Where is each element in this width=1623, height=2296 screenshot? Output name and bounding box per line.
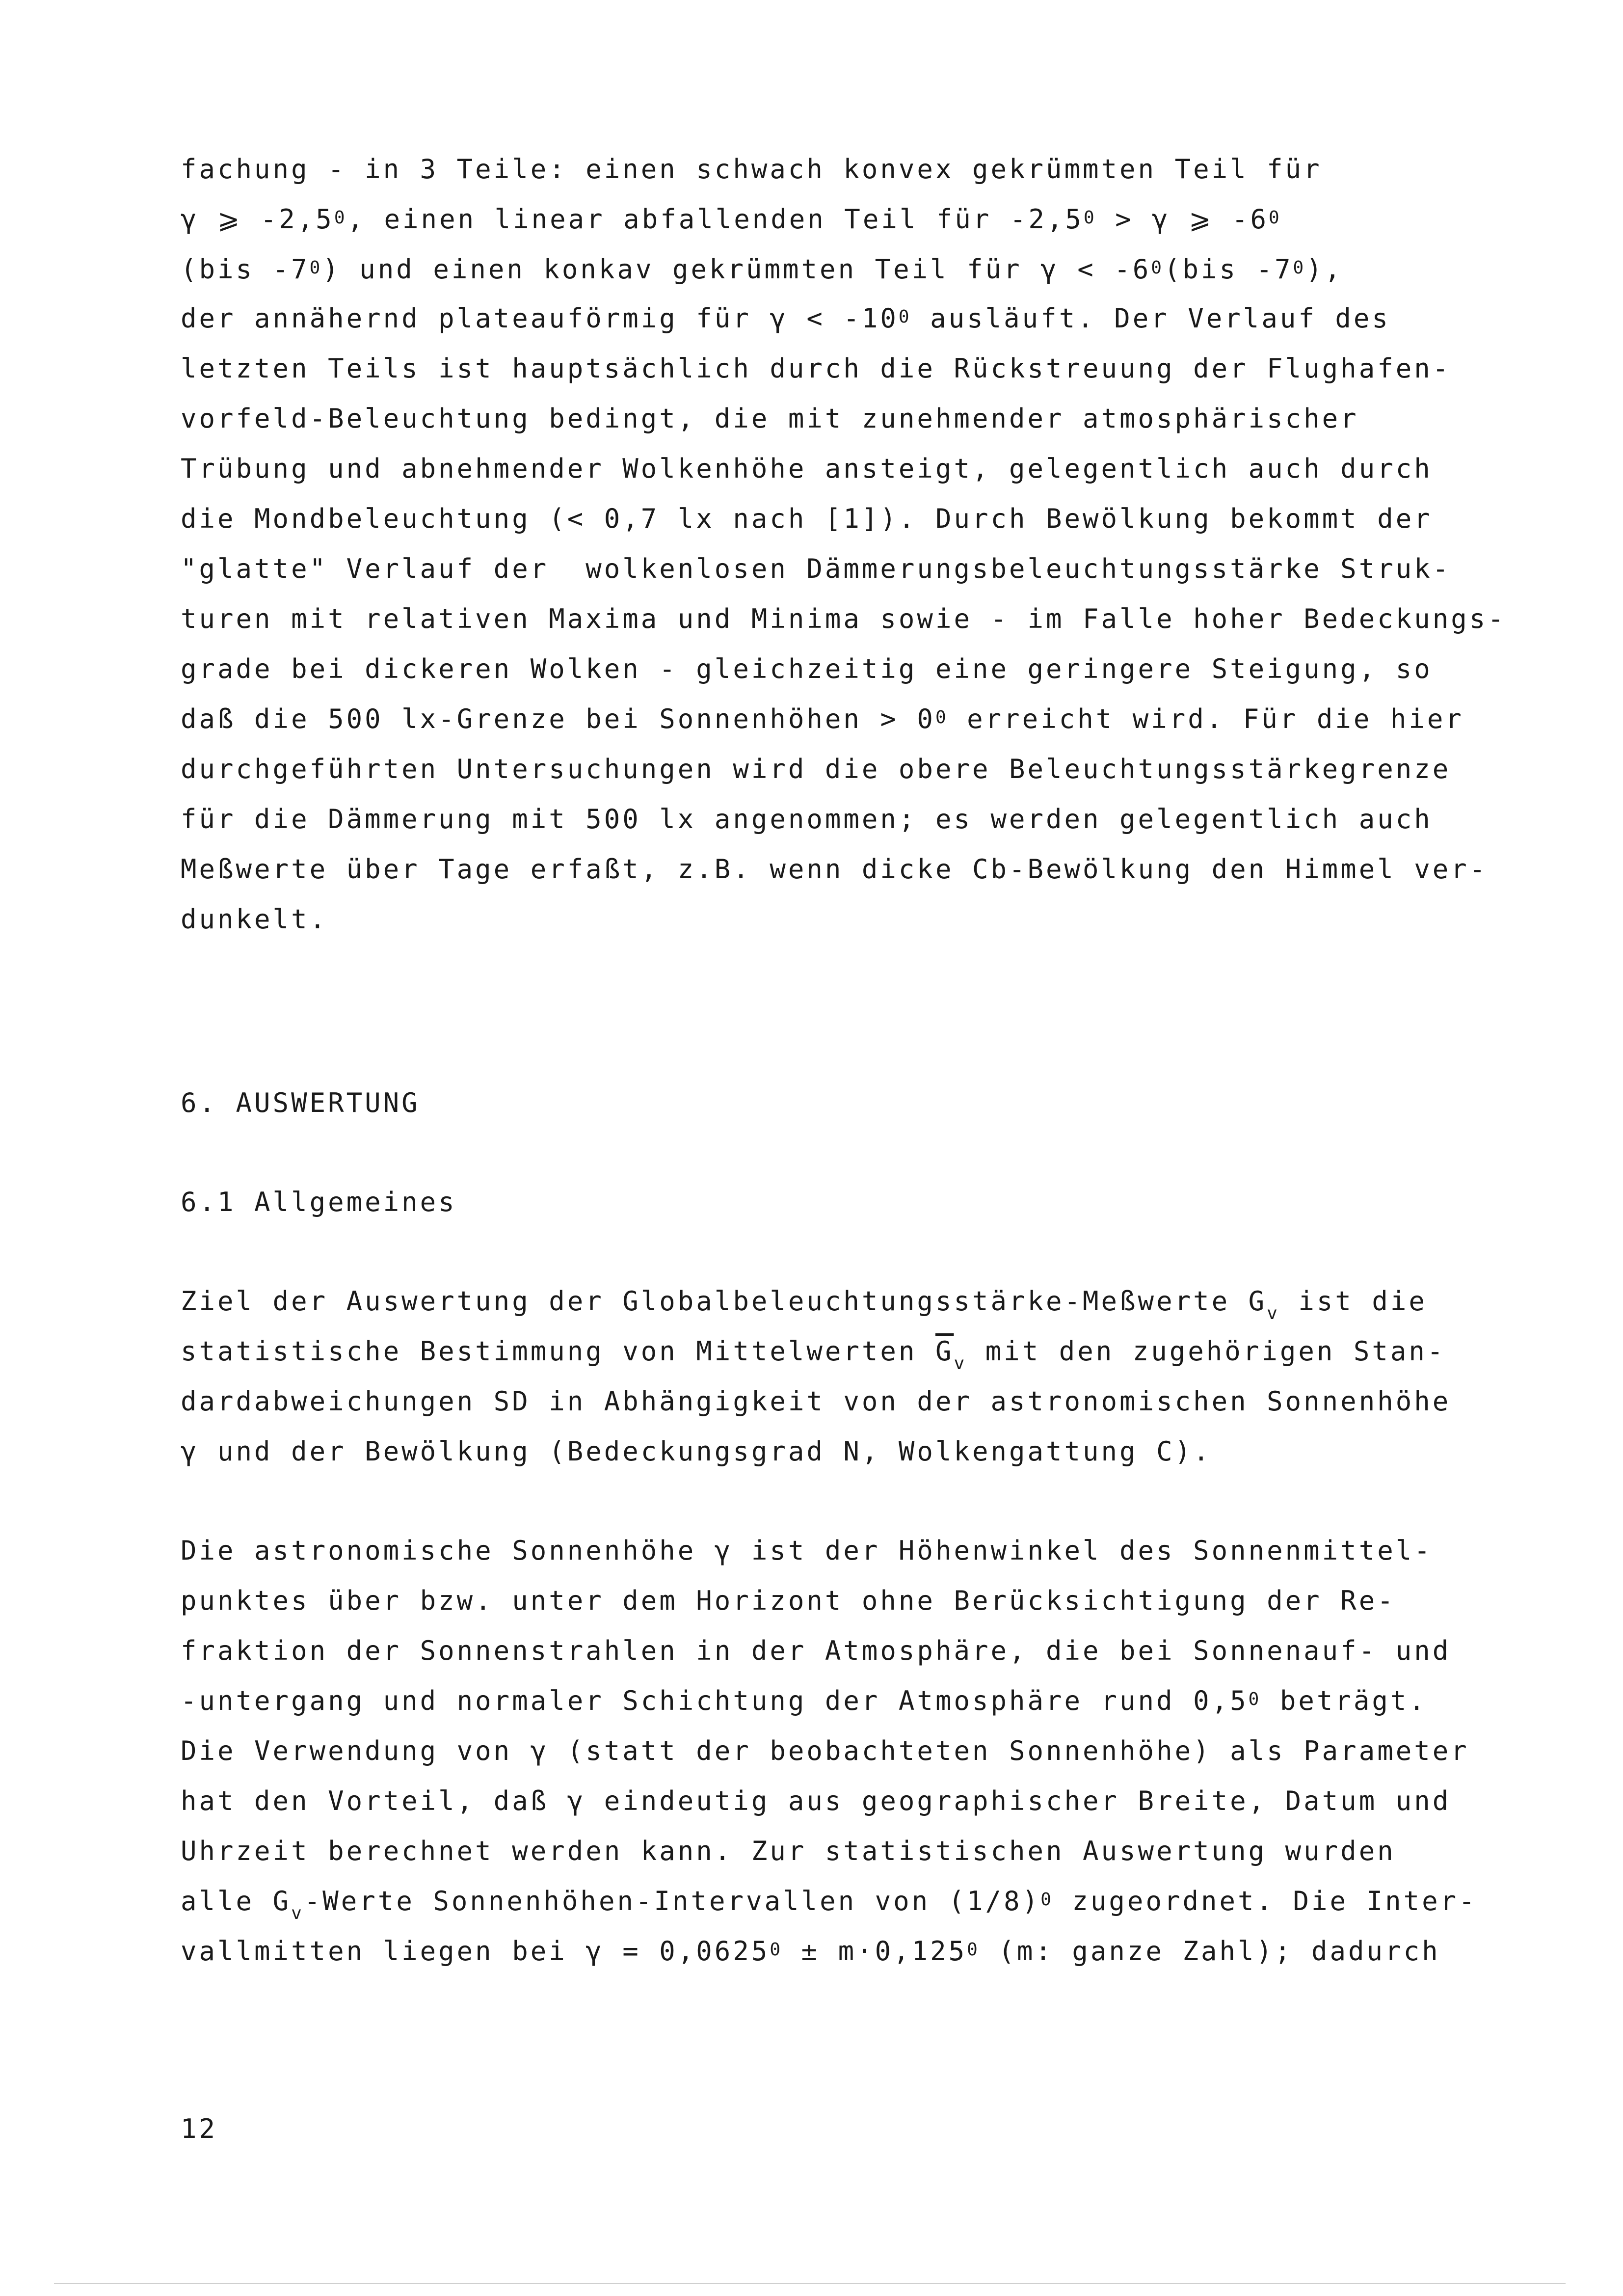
p3-line-9: vallmitten liegen bei $\gamma = 0,0625^0 \pm m\cdot 0,125^0$ (m: ganze Zahl); dadurch	[181, 1936, 1440, 1967]
p3-line-2: punktes über bzw. unter dem Horizont ohne Berücksichtigung der Re-	[181, 1585, 1396, 1616]
subsection-heading: 6.1 Allgemeines	[181, 1187, 457, 1217]
p3-line-1: Die astronomische Sonnenhöhe γ ist der Höhenwinkel des Sonnenmittel-	[181, 1535, 1433, 1566]
p2-line-3: dardabweichungen SD in Abhängigkeit von der astronomischen Sonnenhöhe	[181, 1386, 1451, 1417]
p2-line-4: γ und der Bewölkung (Bedeckungsgrad N, Wolkengattung C).	[181, 1436, 1212, 1467]
p1-line-3: (bis $-7^0$) und einen konkav gekrümmten Teil für $\gamma < -6^0(bis$ $-7^0$),	[181, 254, 1343, 285]
p3-line-8: alle $G_v$-Werte Sonnenhöhen-Intervallen von $(1/8)^0$ zugeordnet. Die Inter-	[181, 1886, 1477, 1923]
p3-line-4: -untergang und normaler Schichtung der Atmosphäre rund $0,5^0$ beträgt.	[181, 1685, 1427, 1716]
p2-line-1: Ziel der Auswertung der Globalbeleuchtungsstärke-Meßwerte $G_v$ ist die	[181, 1286, 1427, 1324]
p1-line-9: "glatte" Verlauf der wolkenlosen Dämmerungsbeleuchtungsstärke Struk-	[181, 553, 1451, 584]
section-heading: 6. AUSWERTUNG	[181, 1087, 420, 1118]
p1-line-6: vorfeld-Beleuchtung bedingt, die mit zunehmender atmosphärischer	[181, 403, 1359, 434]
p1-line-10: turen mit relativen Maxima und Minima sowie - im Falle hoher Bedeckungs-	[181, 603, 1506, 634]
p3-line-5: Die Verwendung von γ (statt der beobachteten Sonnenhöhe) als Parameter	[181, 1735, 1469, 1766]
p3-line-6: hat den Vorteil, daß γ eindeutig aus geographischer Breite, Datum und	[181, 1785, 1451, 1816]
scan-edge-artifact	[54, 2283, 1566, 2284]
p1-line-13: durchgeführten Untersuchungen wird die obere Beleuchtungsstärkegrenze	[181, 754, 1451, 784]
p1-line-12: daß die 500 lx-Grenze bei Sonnenhöhen > $0^0$ erreicht wird. Für die hier	[181, 703, 1464, 734]
p2-line-2: statistische Bestimmung von Mittelwerten $\overline{G}_v$ mit den zugehörigen Stan-	[181, 1336, 1446, 1374]
page-number: 12	[181, 2113, 218, 2144]
p3-line-7: Uhrzeit berechnet werden kann. Zur statistischen Auswertung wurden	[181, 1836, 1396, 1866]
p1-line-7: Trübung und abnehmender Wolkenhöhe ansteigt, gelegentlich auch durch	[181, 453, 1433, 484]
p1-line-5: letzten Teils ist hauptsächlich durch die Rückstreuung der Flughafen-	[181, 353, 1451, 384]
p1-line-16: dunkelt.	[181, 904, 328, 935]
p1-line-2: γ ⩾ $-2,5^0$, einen linear abfallenden Teil für $-2,5^0 > \gamma$ ⩾ $-6^0$	[181, 204, 1282, 235]
p1-line-14: für die Dämmerung mit 500 lx angenommen; es werden gelegentlich auch	[181, 804, 1433, 835]
p1-line-11: grade bei dickeren Wolken - gleichzeitig eine geringere Steigung, so	[181, 653, 1433, 684]
p1-line-8: die Mondbeleuchtung (< 0,7 lx nach [1]). Durch Bewölkung bekommt der	[181, 503, 1433, 534]
p1-line-4: der annähernd plateauförmig für $\gamma < -10^0$ ausläuft. Der Verlauf des	[181, 303, 1390, 334]
p1-line-1: fachung - in 3 Teile: einen schwach konvex gekrümmten Teil für	[181, 154, 1322, 185]
p1-line-15: Meßwerte über Tage erfaßt, z.B. wenn dicke Cb-Bewölkung den Himmel ver-	[181, 854, 1488, 885]
p3-line-3: fraktion der Sonnenstrahlen in der Atmosphäre, die bei Sonnenauf- und	[181, 1635, 1451, 1666]
